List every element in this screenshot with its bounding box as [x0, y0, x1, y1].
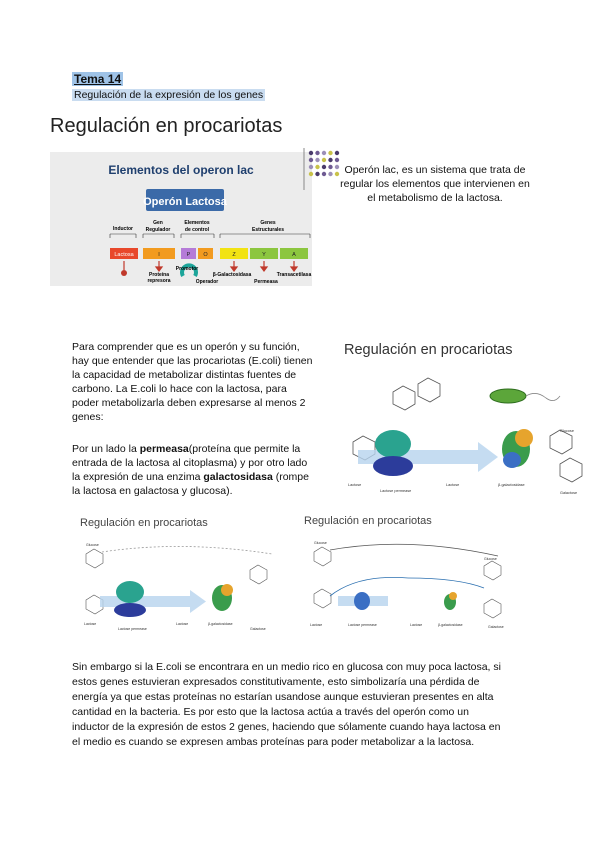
decorative-dot [328, 172, 332, 176]
intro-text: Operón lac, es un sistema que trata de regular los elementos que intervienen en el metabolismo de la lactosa. [340, 164, 530, 204]
para3-line: energía ya que estas proteínas no estarían usandose aunque estuvieran presentes en alta [72, 691, 494, 703]
figure-right [338, 334, 588, 506]
decorative-dot [322, 172, 326, 176]
decorative-dot [309, 151, 313, 155]
para2-text: entrada de la lactosa al citoplasma) y por otro lado [72, 457, 308, 469]
decorative-dot [328, 158, 332, 162]
decorative-dot [335, 158, 339, 162]
operon-banner-text: Operón Lactosa [143, 196, 227, 208]
gene-a-letter: A [292, 252, 296, 258]
para2-text: la expresión de una enzima [72, 471, 204, 483]
fig-right-label: Lactose [348, 483, 362, 487]
tema-subtitle: Regulación de la expresión de los genes [74, 89, 264, 101]
paragraph-3 [72, 660, 542, 750]
fig-left-title: Regulación en procariotas [80, 517, 208, 529]
label-operador: Operador [195, 279, 219, 285]
decorative-dot [309, 158, 313, 162]
decorative-dots [302, 148, 342, 195]
label-estructurales: Estructurales [252, 227, 284, 233]
gene-z-letter: Z [232, 252, 236, 258]
decorative-dot [335, 151, 339, 155]
decorative-dot [309, 172, 313, 176]
decorative-dot [328, 165, 332, 169]
decorative-dot [322, 158, 326, 162]
fig-right-title: Regulación en procariotas [344, 342, 513, 358]
label-elementos: Elementos [184, 220, 210, 226]
label-genes: Genes [260, 220, 276, 226]
decorative-dot [315, 172, 319, 176]
operon-diagram [50, 152, 312, 286]
para3-line: cantidad en la bacteria. Es por esto que la lactosa actúa a través del operón como un [72, 706, 469, 718]
label-transacetilasa: Transacetilasa [276, 272, 312, 278]
fig-left-label: Galactose [250, 627, 266, 631]
label-regulador: Regulador [145, 227, 171, 233]
gene-p-letter: P [186, 252, 191, 258]
para1-line: hay que entender que las procariotas (E.coli) tienen [72, 355, 313, 367]
operon-figure-title: Elementos del operon lac [108, 163, 254, 177]
fig-mid-label: Galactose [488, 625, 504, 629]
fig-right-label: Galactose [560, 491, 578, 495]
inductor-dot [121, 270, 127, 276]
para3-line: inductor de la expresión de estos 2 genes, haciendo que sólamente cuando haya lactosa en [72, 721, 501, 733]
decorative-dot [322, 165, 326, 169]
paragraph-1 [72, 340, 342, 424]
fig-mid-label: Lactose [410, 623, 423, 627]
fig-mid-label: Lactose [310, 623, 323, 627]
gene-y-letter: Y [262, 252, 266, 258]
label-proteina: Proteína [148, 272, 170, 278]
figure-left [72, 510, 290, 638]
lactosa-box-label: Lactosa [114, 252, 134, 258]
para2-text: Por un lado la [72, 443, 140, 455]
gene-i-letter: I [158, 252, 160, 258]
decorative-dot [328, 151, 332, 155]
para2-text: (proteína que permite la [188, 443, 301, 455]
label-gen: Gen [153, 220, 163, 226]
label-promotor: Promotor [175, 266, 199, 272]
para1-line: la capacidad de metabolizar distintas fuentes de [72, 369, 297, 381]
decorative-dot [309, 165, 313, 169]
fig-left-label: Lactose [84, 622, 97, 626]
label-permeasa: Permeasa [254, 279, 278, 285]
tema-heading: Tema 14 [74, 72, 122, 86]
fig-left-label: β-galactosidase [208, 622, 233, 626]
para1-line: poder metabolizarla deben expresarse al menos 2 [72, 397, 306, 409]
decorative-dot [335, 165, 339, 169]
label-de-control: de control [184, 227, 210, 233]
galactosidasa-term: galactosidasa [203, 471, 273, 483]
label-galactosidasa: β-Galactosidasa [212, 272, 252, 278]
fig-right-label: β-galactosidase [498, 483, 525, 487]
para2-text: la lactosa en galactosa y glucosa). [72, 485, 233, 497]
para1-line: genes: [72, 411, 104, 423]
fig-mid-label: β-galactosidase [438, 623, 463, 627]
fig-right-label: Lactose [446, 483, 460, 487]
paragraph-2 [72, 442, 342, 498]
fig-mid-label: Lactose permease [348, 623, 377, 627]
para3-line: Sin embargo si la E.coli se encontrara en un medio rico en glucosa con muy poca lactosa, si [72, 661, 501, 673]
figure-middle [298, 508, 518, 638]
decorative-dot [315, 151, 319, 155]
fig-left-label: Lactose [176, 622, 189, 626]
decorative-dot [322, 151, 326, 155]
fig-mid-label: Glucose [314, 541, 327, 545]
fig-mid-title: Regulación en procariotas [304, 515, 432, 527]
page-title: Regulación en procariotas [50, 115, 283, 137]
label-inductor: Inductor [113, 226, 133, 232]
decorative-dot [315, 165, 319, 169]
para1-line: carbono. La E.coli lo hace con la lactosa, para [72, 383, 287, 395]
fig-right-label: Lactose permease [380, 489, 412, 493]
operon-figure [50, 152, 312, 286]
para1-line: Para comprender que es un operón y su función, [72, 341, 300, 353]
decorative-dot [315, 158, 319, 162]
gene-o-letter: O [203, 252, 208, 258]
decorative-dot [335, 172, 339, 176]
fig-left-label: Glucose [86, 543, 99, 547]
para3-line: el medio es cuando se expresen ambas proteínas para poder metabolizar a la lactosa. [72, 736, 475, 748]
para2-text: (rompe [272, 471, 309, 483]
fig-mid-label: Glucose [484, 557, 497, 561]
para3-line: estos genes estuvieran expresados constitutivamente, esto simbolizaría una pérdida de [72, 676, 480, 688]
fig-left-label: Lactose permease [118, 627, 147, 631]
fig-right-label: Glucose [560, 429, 574, 433]
permeasa-term: permeasa [139, 443, 189, 455]
label-represora: represora [147, 278, 171, 284]
